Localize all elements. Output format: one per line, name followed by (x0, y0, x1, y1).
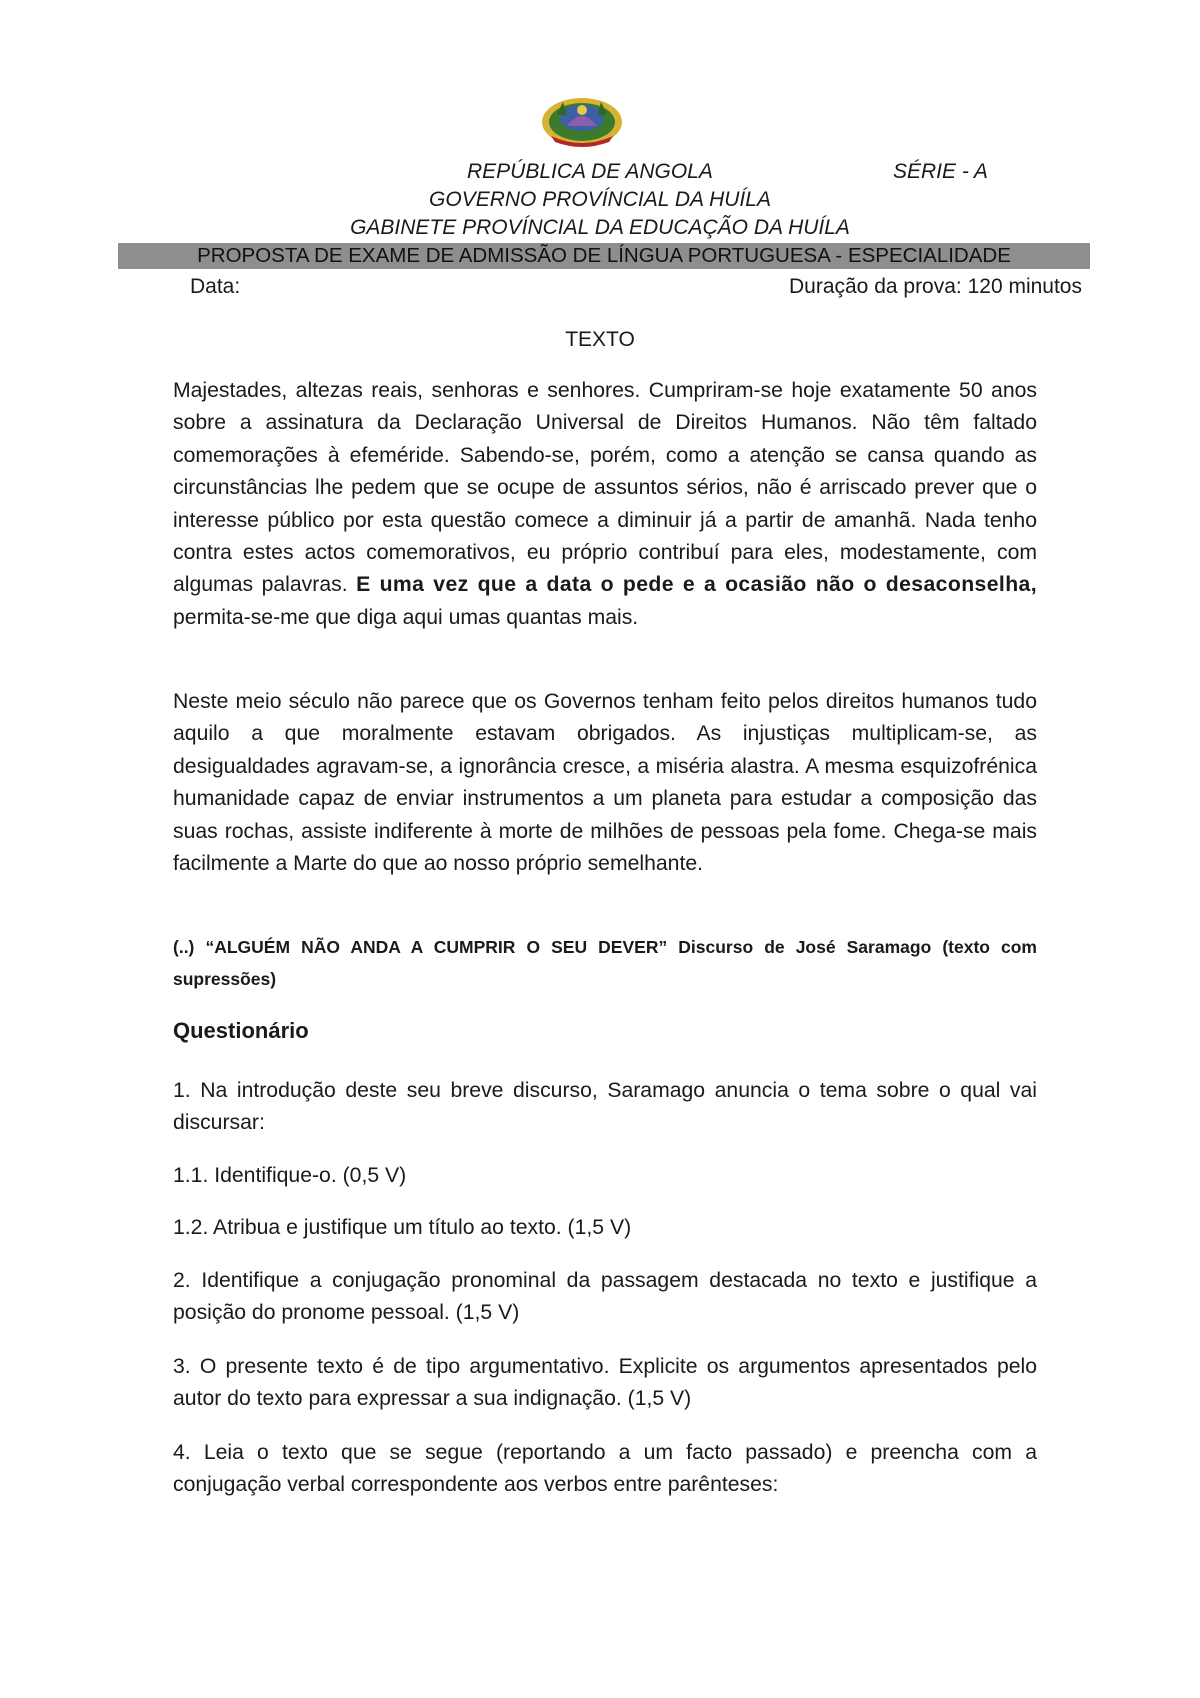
question-1-2: 1.2. Atribua e justifique um título ao texto. (1,5 V) (173, 1216, 632, 1239)
duration-label: Duração da prova: 120 minutos (788, 275, 1082, 298)
exam-title-banner: PROPOSTA DE EXAME DE ADMISSÃO DE LÍNGUA PORTUGUESA - ESPECIALIDADE (118, 243, 1090, 269)
header-series: SÉRIE - A (893, 160, 988, 183)
question-4: 4. Leia o texto que se segue (reportando a um facto passado) e preencha com a conjugação verbal correspondente aos verbos entre parênteses: (173, 1441, 1037, 1497)
paragraph-1-start: Majestades, altezas reais, senhoras e senhores. Cumpriram-se hoje exatamente 50 anos sobre a assinatura da Declaração Universal de Direitos Humanos. Não têm faltado comemorações à efeméride. Sabendo-se, porém, como a atenção se cansa quando as circunstâncias lhe pedem que se ocupe de assuntos sérios, não é arriscado prever que o interesse público por esta questão comece a diminuir já a partir de amanhã. Nada tenho contra estes actos comemorativos, eu próprio contribuí para eles, modestamente, com algumas palavras. (173, 379, 1037, 597)
paragraph-1-end: permita-se-me que diga aqui umas quantas mais. (173, 605, 639, 629)
text-paragraph-1 (173, 375, 1037, 634)
questionnaire-title: Questionário (173, 1018, 309, 1043)
question-2: 2. Identifique a conjugação pronominal da passagem destacada no texto e justifique a posição do pronome pessoal. (1,5 V) (173, 1269, 1037, 1325)
header-cabinet: GABINETE PROVÍNCIAL DA EDUCAÇÃO DA HUÍLA (350, 216, 850, 239)
highlighted-passage: E uma vez que a data o pede e a ocasião não o desaconselha, (356, 573, 1038, 597)
question-1: 1. Na introdução deste seu breve discurso, Saramago anuncia o tema sobre o qual vai discursar: (173, 1079, 1037, 1135)
text-title: TEXTO (565, 328, 635, 351)
date-label: Data: (190, 275, 241, 298)
text-paragraph-2: Neste meio século não parece que os Governos tenham feito pelos direitos humanos tudo aquilo a que moralmente estavam obrigados. As injustiças multiplicam-se, as desigualdades agravam-se, a ignorância cresce, a miséria alastra. A mesma esquizofrénica humanidade capaz de enviar instrumentos a um planeta para estudar a composição das suas rochas, assiste indiferente à morte de milhões de pessoas pela fome. Chega-se mais facilmente a Marte do que ao nosso próprio semelhante. (173, 690, 1037, 876)
question-1-1: 1.1. Identifique-o. (0,5 V) (173, 1164, 407, 1187)
text-source: (..) “ALGUÉM NÃO ANDA A CUMPRIR O SEU DEVER” Discurso de José Saramago (texto com supressões) (173, 937, 1037, 989)
header-republic: REPÚBLICA DE ANGOLA (467, 160, 713, 183)
question-3: 3. O presente texto é de tipo argumentativo. Explicite os argumentos apresentados pelo autor do texto para expressar a sua indignação. (1,5 V) (173, 1355, 1037, 1411)
header-government: GOVERNO PROVÍNCIAL DA HUÍLA (429, 188, 771, 211)
angola-coat-of-arms-icon (537, 92, 627, 148)
